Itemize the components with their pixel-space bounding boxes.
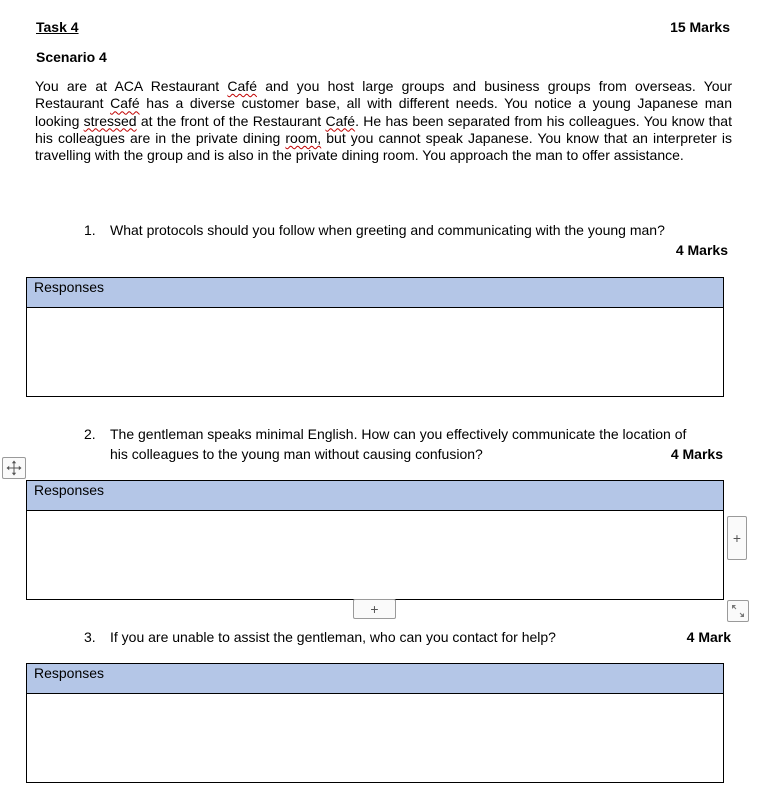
question-3-responses-header: Responses bbox=[27, 664, 723, 694]
move-arrows-icon bbox=[6, 460, 22, 476]
spellcheck-word: room, bbox=[285, 129, 322, 146]
add-row-button[interactable] bbox=[353, 599, 396, 619]
spellcheck-word: stressed bbox=[83, 112, 137, 129]
question-2-number: 2. bbox=[84, 426, 96, 442]
question-3-marks: 4 Mark bbox=[686, 629, 731, 645]
question-2-marks: 4 Marks bbox=[670, 446, 723, 462]
task-total-marks: 15 Marks bbox=[670, 19, 730, 35]
table-resize-handle[interactable] bbox=[727, 600, 749, 622]
plus-icon: + bbox=[732, 530, 742, 546]
question-1-response-cell[interactable] bbox=[27, 308, 723, 396]
scenario-text: but you cannot speak Japanese. You know that an interpreter is travelling with the group and is also in the private dining room. You approach the man to offer assistance. bbox=[35, 129, 733, 164]
add-column-button[interactable] bbox=[727, 516, 747, 560]
question-2-response-table bbox=[26, 480, 724, 600]
resize-diagonal-icon bbox=[731, 604, 745, 618]
scenario-text: and you host large groups and business groups from overseas. Your Restaurant bbox=[35, 78, 732, 112]
question-1-response-table bbox=[26, 277, 724, 397]
scenario-text: at the front of the Restaurant bbox=[136, 112, 326, 129]
table-move-handle[interactable] bbox=[2, 457, 26, 479]
scenario-title: Scenario 4 bbox=[36, 49, 107, 65]
spellcheck-word: Café bbox=[325, 112, 356, 129]
scenario-text: You are at ACA Restaurant bbox=[35, 78, 228, 94]
question-3-response-table bbox=[26, 663, 724, 783]
question-2-responses-header: Responses bbox=[27, 481, 723, 511]
question-3-response-cell[interactable] bbox=[27, 694, 723, 782]
question-1-text: What protocols should you follow when greeting and communicating with the young man? bbox=[110, 222, 665, 238]
question-3-text: If you are unable to assist the gentleman, who can you contact for help? bbox=[110, 629, 556, 645]
spellcheck-word: Café bbox=[110, 95, 140, 112]
scenario-text: has a diverse customer base, all with different needs. You notice a young Japanese man looking bbox=[35, 95, 732, 129]
spellcheck-word: Café bbox=[227, 78, 257, 94]
plus-icon: + bbox=[370, 601, 379, 617]
question-2-text-line2: his colleagues to the young man without causing confusion? bbox=[110, 446, 483, 462]
question-3-number: 3. bbox=[84, 629, 96, 645]
question-1-marks: 4 Marks bbox=[675, 242, 728, 258]
question-1-number: 1. bbox=[84, 222, 96, 238]
scenario-paragraph bbox=[35, 78, 732, 164]
question-2-text-line1: The gentleman speaks minimal English. How can you effectively communicate the location of bbox=[110, 426, 687, 442]
task-title: Task 4 bbox=[36, 19, 79, 35]
scenario-text: . He has been separated from his colleagues. You know that his colleagues are in the private dining bbox=[35, 112, 732, 146]
question-1-responses-header: Responses bbox=[27, 278, 723, 308]
question-2-response-cell[interactable] bbox=[27, 511, 723, 599]
